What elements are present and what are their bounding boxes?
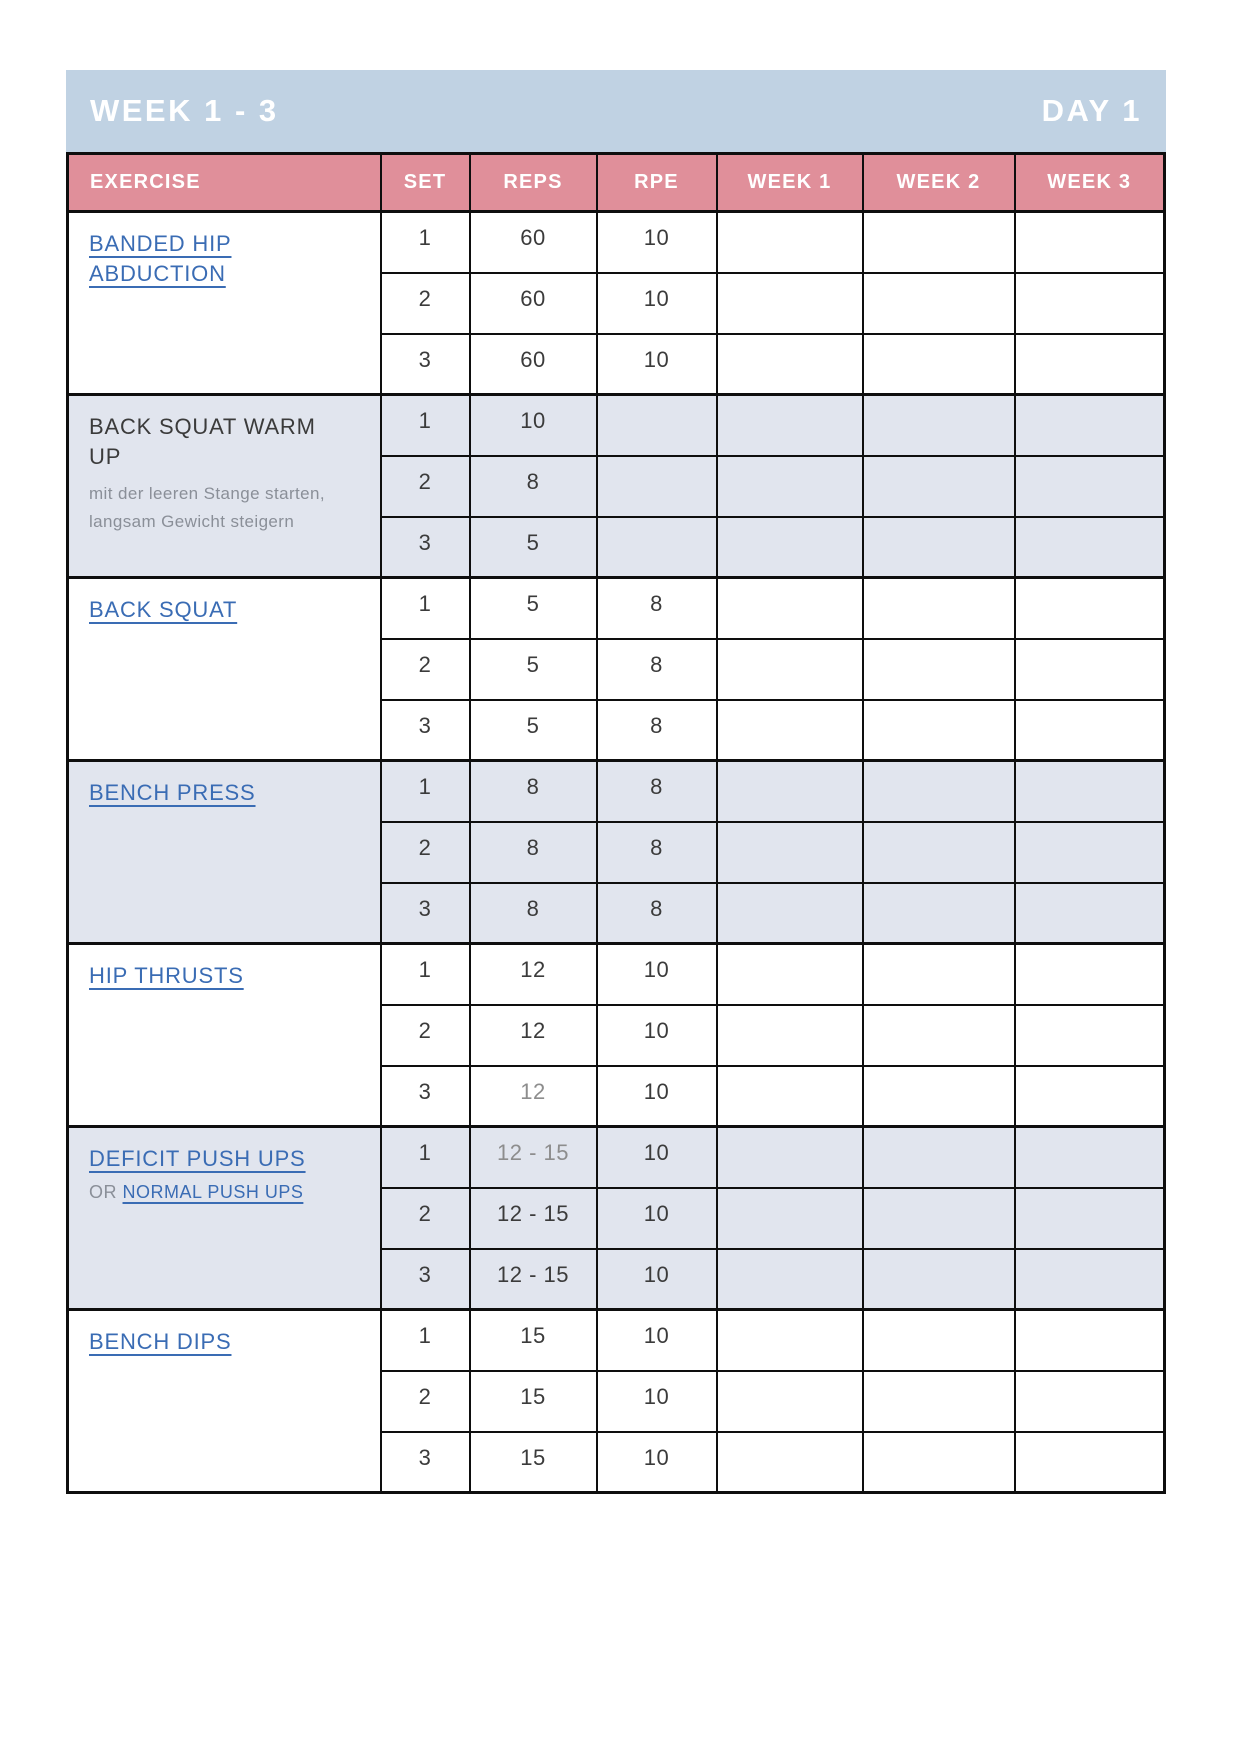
- week-2-cell: [863, 1127, 1015, 1188]
- column-header-week-3: WEEK 3: [1015, 154, 1165, 212]
- week-2-cell: [863, 1066, 1015, 1127]
- exercise-link[interactable]: BACK SQUAT: [89, 597, 238, 622]
- exercise-note: mit der leeren Stange starten, langsam Gewicht steigern: [89, 484, 325, 532]
- rpe-cell: 8: [597, 822, 717, 883]
- week-3-cell: [1015, 761, 1165, 822]
- rpe-cell: 10: [597, 1432, 717, 1493]
- reps-cell: 12: [470, 1066, 597, 1127]
- rpe-cell: 8: [597, 883, 717, 944]
- set-number-cell: 3: [381, 1066, 470, 1127]
- week-2-cell: [863, 1310, 1015, 1371]
- reps-cell: 5: [470, 639, 597, 700]
- week-3-cell: [1015, 273, 1165, 334]
- set-row: [68, 761, 1165, 822]
- rpe-cell: 10: [597, 1371, 717, 1432]
- reps-cell: 8: [470, 822, 597, 883]
- rpe-cell: 10: [597, 334, 717, 395]
- reps-cell: 8: [470, 761, 597, 822]
- workout-sheet: [66, 70, 1166, 1494]
- workout-table: [66, 152, 1166, 1494]
- set-number-cell: 2: [381, 1371, 470, 1432]
- set-number-cell: 1: [381, 578, 470, 639]
- week-1-cell: [717, 1188, 863, 1249]
- set-number-cell: 1: [381, 761, 470, 822]
- set-number-cell: 3: [381, 700, 470, 761]
- week-3-cell: [1015, 639, 1165, 700]
- set-row: [68, 395, 1165, 456]
- set-number-cell: 3: [381, 334, 470, 395]
- column-header-week-2: WEEK 2: [863, 154, 1015, 212]
- week-2-cell: [863, 700, 1015, 761]
- exercise-cell: [68, 1310, 381, 1493]
- week-range-title: WEEK 1 - 3: [90, 93, 279, 128]
- reps-cell: 12: [470, 944, 597, 1005]
- rpe-cell: 10: [597, 1310, 717, 1371]
- reps-cell: 60: [470, 273, 597, 334]
- alternative-exercise-line: [89, 1182, 362, 1203]
- exercise-link[interactable]: DEFICIT PUSH UPS: [89, 1146, 306, 1171]
- week-1-cell: [717, 761, 863, 822]
- reps-cell: 5: [470, 517, 597, 578]
- week-1-cell: [717, 273, 863, 334]
- rpe-cell: [597, 395, 717, 456]
- set-number-cell: 1: [381, 212, 470, 273]
- week-2-cell: [863, 1005, 1015, 1066]
- week-2-cell: [863, 456, 1015, 517]
- exercise-cell: [68, 761, 381, 944]
- week-2-cell: [863, 334, 1015, 395]
- week-3-cell: [1015, 456, 1165, 517]
- week-1-cell: [717, 1249, 863, 1310]
- week-1-cell: [717, 1066, 863, 1127]
- week-1-cell: [717, 944, 863, 1005]
- set-row: [68, 1310, 1165, 1371]
- week-3-cell: [1015, 578, 1165, 639]
- week-3-cell: [1015, 1127, 1165, 1188]
- week-1-cell: [717, 822, 863, 883]
- week-1-cell: [717, 456, 863, 517]
- set-number-cell: 2: [381, 1188, 470, 1249]
- column-header-rpe: RPE: [597, 154, 717, 212]
- set-number-cell: 2: [381, 639, 470, 700]
- reps-cell: 15: [470, 1432, 597, 1493]
- rpe-cell: 10: [597, 1066, 717, 1127]
- week-2-cell: [863, 822, 1015, 883]
- week-2-cell: [863, 883, 1015, 944]
- week-3-cell: [1015, 517, 1165, 578]
- rpe-cell: 8: [597, 578, 717, 639]
- set-row: [68, 212, 1165, 273]
- week-2-cell: [863, 944, 1015, 1005]
- rpe-cell: [597, 456, 717, 517]
- reps-cell: 5: [470, 578, 597, 639]
- reps-cell: 8: [470, 883, 597, 944]
- week-3-cell: [1015, 334, 1165, 395]
- set-number-cell: 1: [381, 1127, 470, 1188]
- week-1-cell: [717, 639, 863, 700]
- reps-cell: 12 - 15: [470, 1127, 597, 1188]
- reps-cell: 8: [470, 456, 597, 517]
- week-3-cell: [1015, 700, 1165, 761]
- week-2-cell: [863, 212, 1015, 273]
- set-number-cell: 3: [381, 517, 470, 578]
- column-header-exercise: EXERCISE: [68, 154, 381, 212]
- rpe-cell: [597, 517, 717, 578]
- header-row: [68, 154, 1165, 212]
- set-number-cell: 2: [381, 273, 470, 334]
- week-2-cell: [863, 639, 1015, 700]
- week-1-cell: [717, 1310, 863, 1371]
- column-header-set: SET: [381, 154, 470, 212]
- week-1-cell: [717, 334, 863, 395]
- exercise-link[interactable]: BANDED HIP ABDUCTION: [89, 231, 232, 286]
- table-body: [68, 212, 1165, 1493]
- reps-cell: 12 - 15: [470, 1188, 597, 1249]
- week-3-cell: [1015, 1371, 1165, 1432]
- week-2-cell: [863, 1188, 1015, 1249]
- week-1-cell: [717, 700, 863, 761]
- set-number-cell: 1: [381, 944, 470, 1005]
- week-1-cell: [717, 212, 863, 273]
- reps-cell: 12 - 15: [470, 1249, 597, 1310]
- rpe-cell: 8: [597, 639, 717, 700]
- set-number-cell: 1: [381, 1310, 470, 1371]
- exercise-cell: [68, 212, 381, 395]
- week-2-cell: [863, 1432, 1015, 1493]
- week-3-cell: [1015, 883, 1165, 944]
- exercise-link[interactable]: BENCH DIPS: [89, 1329, 232, 1354]
- week-2-cell: [863, 517, 1015, 578]
- week-2-cell: [863, 273, 1015, 334]
- week-2-cell: [863, 578, 1015, 639]
- or-label: OR: [89, 1181, 117, 1202]
- set-number-cell: 3: [381, 1432, 470, 1493]
- week-3-cell: [1015, 212, 1165, 273]
- rpe-cell: 10: [597, 1005, 717, 1066]
- exercise-cell: [68, 1127, 381, 1310]
- reps-cell: 10: [470, 395, 597, 456]
- week-3-cell: [1015, 1188, 1165, 1249]
- alternative-exercise-link[interactable]: NORMAL PUSH UPS: [122, 1181, 304, 1202]
- exercise-link[interactable]: BENCH PRESS: [89, 780, 256, 805]
- week-2-cell: [863, 761, 1015, 822]
- week-3-cell: [1015, 1066, 1165, 1127]
- week-3-cell: [1015, 1249, 1165, 1310]
- week-3-cell: [1015, 1432, 1165, 1493]
- exercise-cell: [68, 578, 381, 761]
- exercise-name: BACK SQUAT WARM UP: [89, 414, 316, 469]
- week-1-cell: [717, 1371, 863, 1432]
- exercise-cell: [68, 944, 381, 1127]
- exercise-link[interactable]: HIP THRUSTS: [89, 963, 244, 988]
- column-header-reps: REPS: [470, 154, 597, 212]
- rpe-cell: 10: [597, 273, 717, 334]
- table-header: [68, 154, 1165, 212]
- week-2-cell: [863, 1371, 1015, 1432]
- week-3-cell: [1015, 395, 1165, 456]
- set-row: [68, 578, 1165, 639]
- week-1-cell: [717, 883, 863, 944]
- set-number-cell: 1: [381, 395, 470, 456]
- week-3-cell: [1015, 944, 1165, 1005]
- page-title-bar: [66, 70, 1166, 152]
- reps-cell: 60: [470, 212, 597, 273]
- set-number-cell: 3: [381, 883, 470, 944]
- day-title: DAY 1: [1041, 93, 1142, 128]
- column-header-week-1: WEEK 1: [717, 154, 863, 212]
- set-number-cell: 3: [381, 1249, 470, 1310]
- rpe-cell: 8: [597, 700, 717, 761]
- exercise-cell: [68, 395, 381, 578]
- set-row: [68, 944, 1165, 1005]
- rpe-cell: 10: [597, 212, 717, 273]
- reps-cell: 15: [470, 1310, 597, 1371]
- rpe-cell: 10: [597, 1127, 717, 1188]
- week-1-cell: [717, 395, 863, 456]
- set-row: [68, 1127, 1165, 1188]
- week-3-cell: [1015, 1310, 1165, 1371]
- set-number-cell: 2: [381, 456, 470, 517]
- week-1-cell: [717, 1005, 863, 1066]
- week-3-cell: [1015, 1005, 1165, 1066]
- week-1-cell: [717, 1127, 863, 1188]
- set-number-cell: 2: [381, 822, 470, 883]
- reps-cell: 5: [470, 700, 597, 761]
- reps-cell: 15: [470, 1371, 597, 1432]
- reps-cell: 60: [470, 334, 597, 395]
- reps-cell: 12: [470, 1005, 597, 1066]
- week-2-cell: [863, 395, 1015, 456]
- rpe-cell: 10: [597, 1188, 717, 1249]
- rpe-cell: 10: [597, 944, 717, 1005]
- set-number-cell: 2: [381, 1005, 470, 1066]
- week-1-cell: [717, 1432, 863, 1493]
- rpe-cell: 8: [597, 761, 717, 822]
- rpe-cell: 10: [597, 1249, 717, 1310]
- week-2-cell: [863, 1249, 1015, 1310]
- week-1-cell: [717, 578, 863, 639]
- week-1-cell: [717, 517, 863, 578]
- week-3-cell: [1015, 822, 1165, 883]
